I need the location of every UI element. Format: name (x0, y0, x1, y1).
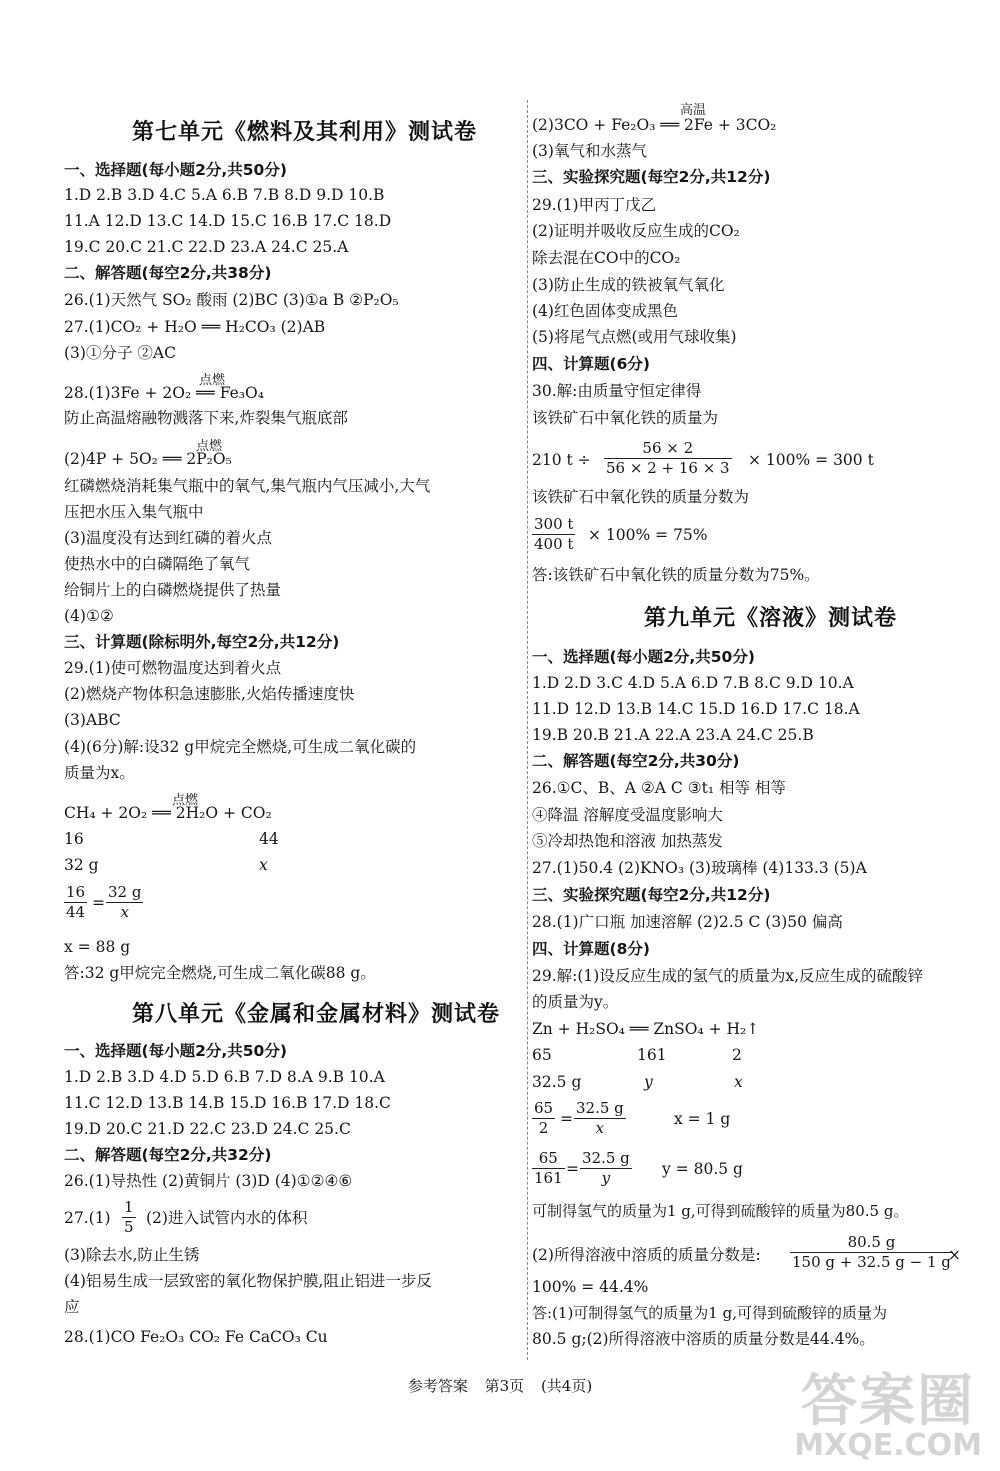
answer-line: (3)除去水,防止生锈 (64, 1246, 200, 1264)
calc-result: y = 80.5 g (662, 1160, 743, 1178)
ratio-fraction: $\frac{32.5 g}{y}$ (582, 1149, 630, 1187)
section-heading: 二、解答题(每空2分,共30分) (532, 752, 740, 770)
equals-sign: = (566, 1160, 579, 1178)
reaction-condition: 点燃 (172, 793, 199, 808)
answer-line: 1.D 2.B 3.D 4.D 5.D 6.B 7.D 8.A 9.B 10.A (64, 1068, 385, 1086)
footer-label: 参考答案 (407, 1377, 468, 1395)
reaction-condition: 点燃 (196, 439, 223, 454)
answer-line: (5)将尾气点燃(或用气球收集) (532, 328, 737, 346)
answer-line: 29.(1)甲丙丁戊乙 (532, 196, 657, 214)
section-heading: 一、选择题(每小题2分,共50分) (532, 648, 755, 666)
section-heading: 一、选择题(每小题2分,共50分) (64, 1042, 287, 1060)
answer-line: 19.C 20.C 21.C 22.D 23.A 24.C 25.A (64, 238, 349, 256)
footer-page: 第3页 (484, 1377, 525, 1395)
answer-line: (4)红色固体变成黑色 (532, 302, 678, 320)
answer-line: 19.D 20.C 21.D 22.C 23.D 24.C 25.C (64, 1120, 351, 1138)
watermark-logo (794, 1369, 982, 1463)
watermark-text: 答案圈 (801, 1369, 976, 1434)
answer-line: (2)燃烧产物体积急速膨胀,火焰传播速度快 (64, 685, 355, 703)
stoich-value: y (644, 1073, 653, 1091)
answer-line: (3)ABC (64, 711, 121, 729)
reaction-condition: 高温 (680, 103, 707, 118)
calc-line: 210 t ÷ (532, 451, 591, 469)
answer-line: 11.D 12.D 13.B 14.C 15.D 16.D 17.C 18.A (532, 700, 860, 718)
answer-line: ⑤冷却热饱和溶液 加热蒸发 (532, 832, 723, 850)
answer-line: (3)防止生成的铁被氧气氧化 (532, 276, 725, 294)
reaction-condition: 点燃 (199, 373, 226, 388)
answer-line: 除去混在CO中的CO₂ (532, 249, 681, 267)
answer-line: 的质量为y。 (532, 993, 619, 1011)
answer-line: 1.D 2.D 3.C 4.D 5.A 6.D 7.B 8.C 9.D 10.A (532, 674, 854, 692)
equation-line: (2)4P + 5O₂ ══ 2P₂O₅ (64, 450, 232, 468)
section-heading: 四、计算题(6分) (532, 355, 650, 373)
section-heading: 三、实验探究题(每空2分,共12分) (532, 886, 771, 904)
answer-line: (4)(6分)解:设32 g甲烷完全燃烧,可生成二氧化碳的 (64, 738, 417, 756)
section-heading: 三、实验探究题(每空2分,共12分) (532, 168, 771, 186)
answer-line: 27.(1) (64, 1209, 111, 1227)
answer-line: ④降温 溶解度受温度影响大 (532, 806, 723, 824)
equals-sign: = (92, 894, 105, 912)
ratio-fraction: $\frac{65}{2}$ (534, 1099, 554, 1137)
answer-line: 29.解:(1)设反应生成的氢气的质量为x,反应生成的硫酸锌 (532, 967, 923, 985)
calc-line: × 100% = 300 t (748, 451, 874, 469)
answer-line: 质量为x。 (64, 764, 135, 782)
answer-line: 答:(1)可制得氢气的质量为1 g,可得到硫酸锌的质量为 (532, 1304, 887, 1322)
ratio-fraction: $\frac{16}{44}$ (66, 883, 86, 921)
section-heading: 一、选择题(每小题2分,共50分) (64, 161, 287, 179)
calc-line: 100% = 44.4% (532, 1278, 649, 1296)
answer-line: x = 88 g (64, 938, 131, 956)
stoich-value: x (259, 856, 268, 874)
answer-line: (2)证明并吸收反应生成的CO₂ (532, 222, 740, 240)
ratio-fraction: $\frac{56 \times 2}{56 \times 2 + 16 \times 3}$ (606, 439, 730, 477)
answer-line: 26.(1)天然气 SO₂ 酸雨 (2)BC (3)①a B ②P₂O₅ (64, 291, 399, 309)
answer-line: (4)①② (64, 607, 114, 625)
stoich-value: 16 (64, 830, 84, 848)
answer-line: (2)进入试管内水的体积 (146, 1209, 308, 1227)
answer-line: 28.(1)广口瓶 加速溶解 (2)2.5 C (3)50 偏高 (532, 913, 843, 931)
answer-line: 可制得氢气的质量为1 g,可得到硫酸锌的质量为80.5 g。 (532, 1202, 909, 1220)
equation-line: CH₄ + 2O₂ ══ 2H₂O + CO₂ (64, 804, 272, 822)
stoich-value: 65 (532, 1046, 552, 1064)
column-divider (527, 100, 528, 1360)
watermark-url: MXQE.COM (794, 1428, 982, 1463)
answer-line: 给铜片上的白磷燃烧提供了热量 (64, 581, 282, 599)
answer-line: (3)①分子 ②AC (64, 344, 176, 362)
unit7-title: 第七单元《燃料及其利用》测试卷 (132, 120, 478, 145)
answer-line: 11.A 12.D 13.C 14.D 15.C 16.B 17.C 18.D (64, 212, 392, 230)
footer-total: (共4页) (540, 1377, 593, 1395)
unit9-title: 第九单元《溶液》测试卷 (644, 606, 898, 631)
equals-sign: = (560, 1110, 573, 1128)
answer-line: 该铁矿石中氧化铁的质量为 (532, 409, 719, 427)
answer-line: 27.(1)CO₂ + H₂O ══ H₂CO₃ (2)AB (64, 318, 326, 336)
ratio-fraction: $\frac{80.5 g}{150 g + 32.5 g - 1 g}$ (792, 1233, 951, 1271)
answer-line: 答:该铁矿石中氧化铁的质量分数为75%。 (532, 566, 820, 584)
ratio-fraction: $\frac{32.5 g}{x}$ (576, 1099, 624, 1137)
stoich-value: 44 (259, 830, 279, 848)
stoich-value: 2 (732, 1046, 742, 1064)
answer-line: 防止高温熔融物溅落下来,炸裂集气瓶底部 (64, 409, 348, 427)
answer-line: 30.解:由质量守恒定律得 (532, 382, 702, 400)
section-heading: 二、解答题(每空2分,共32分) (64, 1146, 272, 1164)
stoich-value: 32 g (64, 856, 99, 874)
equation-line: Zn + H₂SO₄ ══ ZnSO₄ + H₂↑ (532, 1020, 760, 1038)
answer-line: 19.B 20.B 21.A 22.A 23.A 24.C 25.B (532, 726, 814, 744)
answer-line: (3)氧气和水蒸气 (532, 142, 647, 160)
answer-line: 压把水压入集气瓶中 (64, 503, 204, 521)
answer-line: (4)铝易生成一层致密的氧化物保护膜,阻止铝进一步反 (64, 1272, 432, 1290)
section-heading: 二、解答题(每空2分,共38分) (64, 264, 272, 282)
equation-line: 28.(1)3Fe + 2O₂ ══ Fe₃O₄ (64, 384, 264, 402)
answer-line: (2)所得溶液中溶质的质量分数是: (532, 1246, 761, 1264)
ratio-fraction: $\frac{65}{161}$ (534, 1149, 563, 1187)
ratio-fraction: $\frac{300 t}{400 t}$ (534, 515, 574, 553)
answer-line: 27.(1)50.4 (2)KNO₃ (3)玻璃棒 (4)133.3 (5)A (532, 859, 867, 877)
answer-line: 应 (64, 1298, 80, 1316)
answer-line: 答:32 g甲烷完全燃烧,可生成二氧化碳88 g。 (64, 964, 376, 982)
answer-line: 1.D 2.B 3.D 4.C 5.A 6.B 7.B 8.D 9.D 10.B (64, 186, 385, 204)
answer-line: 26.(1)导热性 (2)黄铜片 (3)D (4)①②④⑥ (64, 1172, 353, 1190)
answer-line: (3)温度没有达到红磷的着火点 (64, 529, 272, 547)
answer-line: 该铁矿石中氧化铁的质量分数为 (532, 488, 750, 506)
section-heading: 四、计算题(8分) (532, 940, 650, 958)
stoich-value: 161 (637, 1046, 667, 1064)
times-sign: × (948, 1246, 961, 1264)
stoich-value: x (734, 1073, 743, 1091)
answer-line: 26.①C、B、A ②A C ③t₁ 相等 相等 (532, 779, 786, 797)
ratio-fraction: $\frac{32 g}{x}$ (108, 883, 142, 921)
ratio-fraction: $\frac{1}{5}$ (124, 1198, 134, 1236)
section-heading: 三、计算题(除标明外,每空2分,共12分) (64, 633, 340, 651)
answer-line: 80.5 g;(2)所得溶液中溶质的质量分数是44.4%。 (532, 1330, 875, 1348)
stoich-value: 32.5 g (532, 1073, 582, 1091)
calc-result: x = 1 g (674, 1110, 731, 1128)
equation-line: (2)3CO + Fe₂O₃ ══ 2Fe + 3CO₂ (532, 116, 777, 134)
answer-line: 使热水中的白磷隔绝了氧气 (64, 555, 251, 573)
answer-line: 红磷燃烧消耗集气瓶中的氧气,集气瓶内气压减小,大气 (64, 477, 431, 495)
unit8-title: 第八单元《金属和金属材料》测试卷 (132, 1002, 501, 1027)
answer-line: 28.(1)CO Fe₂O₃ CO₂ Fe CaCO₃ Cu (64, 1328, 328, 1346)
answer-line: 11.C 12.D 13.B 14.B 15.D 16.B 17.D 18.C (64, 1094, 391, 1112)
calc-line: × 100% = 75% (588, 526, 708, 544)
answer-line: 29.(1)使可燃物温度达到着火点 (64, 659, 282, 677)
